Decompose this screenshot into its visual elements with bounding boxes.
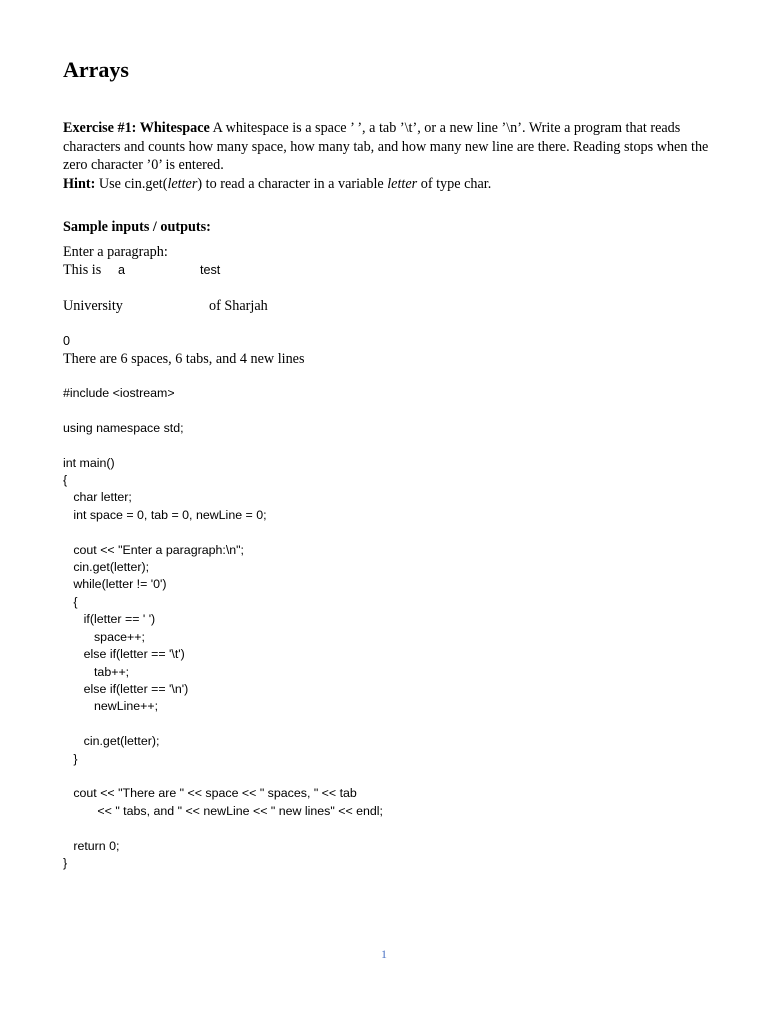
sample-input-line2-b: of Sharjah (209, 298, 268, 314)
hint-text-a: Use cin.get( (95, 175, 168, 192)
hint-variable: letter (167, 175, 198, 192)
sample-input-line1-c: test (200, 263, 221, 277)
sample-output: There are 6 spaces, 6 tabs, and 4 new lines (63, 351, 305, 367)
sample-input-line1-a: This is (63, 262, 102, 278)
code-block: #include <iostream> using namespace std; int main() { char letter; int space = 0, tab = 0, newLine = 0; cout << "Enter a paragraph:\n"; cin.get(letter); while(letter != '0') { if(letter == ' ') space++; else if(letter == '\t') tab++; else if(letter == '\n') newLine++; cin.get(letter); } cout << "There are " << space << " spaces, " << tab << " tabs, and " << newLine << " new lines" << endl; return 0; } (63, 386, 383, 870)
page-number: 1 (381, 947, 387, 961)
sample-input-zero: 0 (63, 334, 71, 348)
hint-text-c: of type char. (417, 175, 492, 192)
sample-input-line2-a: University (63, 298, 123, 314)
sample-heading: Sample inputs / outputs: (63, 219, 211, 235)
exercise-label: Exercise #1: Whitespace (63, 120, 210, 136)
exercise-text: A whitespace is a space ’ ’, a tab ’\t’, or a new line ’\n’. Write a program that reads characters and counts how many space, how many tab, and how many new line are there. Reading stops when the zero character ’0’ is entered. (63, 120, 709, 173)
exercise-description (63, 119, 711, 193)
sample-prompt: Enter a paragraph: (63, 244, 168, 260)
hint-text-b: ) to read a character in a variable (197, 175, 388, 192)
page-title: Arrays (63, 57, 129, 82)
sample-input-line1-b: a (118, 263, 126, 277)
hint-variable-2: letter (387, 175, 418, 192)
hint-label: Hint: (63, 175, 96, 192)
